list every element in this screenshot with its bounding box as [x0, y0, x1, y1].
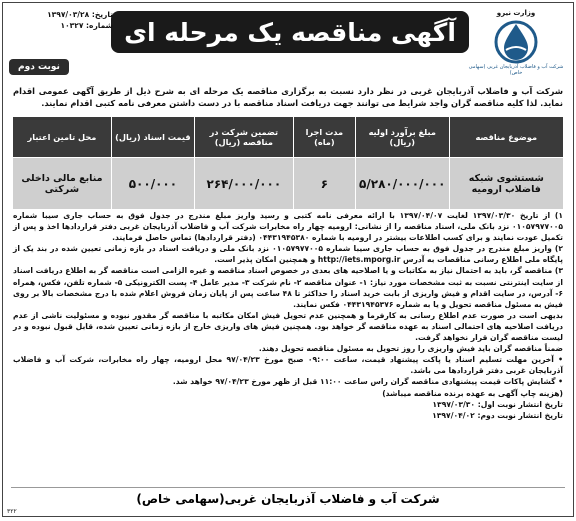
- table-cell-document-price: ۵۰۰/۰۰۰: [111, 158, 194, 210]
- publish-date-first: تاریخ انتشار نوبت اول: ۱۳۹۷/۰۳/۳۰: [432, 399, 563, 409]
- intro-paragraph: شرکت آب و فاضلاب آذربایجان غربی در نظر دارد نسبت به برگزاری مناقصه یک مرحله ای به شرح ذیل از طریق آگهی عمومی اقدام نماید. لذا کلیه مناقصه گران واجد شرایط می توانند جهت دریافت اسناد مناقصه با در دست داشتن معرفی نامه کتبی اقدام نمایند.: [13, 86, 563, 108]
- ministry-label: وزارت نیرو: [496, 9, 536, 17]
- body-paragraph: ۳) مناقصه گر، باید به احتمال نیاز به مکاتبات و یا اصلاحیه های بعدی در خصوص اسناد مناقصه و غیره الزامی است مناقصه گر به اطلاع دریافت اسناد از سایت اینترنتی نسبت به ثبت مشخصات مورد نیاز: ۱- عنوان مناقصه ۲- نام شرکت ۳- مدیر عامل ۴- پست الکترونیکی ۵- شماره تلفن، فکس، همراه ۶- آدرس، در سایت اقدام و فیش واریزی از بابت خرید اسناد را حداکثر تا ۴۸ ساعت پس از پایان زمان فروش اعلام شده با درج مشخصات بالا بر روی فیش به مسئول مناقصه تحویل و یا به شماره ۰۴۴۳۱۹۴۵۳۷۶ فکس نمایند.: [13, 266, 563, 309]
- table-cell-guarantee: ۲۶۴/۰۰۰/۰۰۰: [194, 158, 293, 210]
- table-cell-subject: شستشوی شبکه فاضلاب ارومیه: [449, 158, 563, 210]
- table-header-row: [13, 117, 564, 158]
- body-text-segment: و همچنین امکان پذیر است.: [214, 255, 316, 265]
- body-paragraph: بدیهی است در صورت عدم اطلاع رسانی به کارفرما و همچنین عدم تحویل فیش امکان مکاتبه با مناقصه گر مقدور نبوده و مسئولیت ناشی از عدم دریافت اصلاحیه های احتمالی اسناد به عهده مناقصه گر خواهد بود. همچنین فیش های واریزی خارج از بازه زمانی تعیین شده، قابل قبول نبوده و در لیست مناقصه گران قرار نخواهد گرفت.: [13, 310, 563, 343]
- table-header-cell: موضوع مناقصه: [449, 117, 563, 158]
- round-badge: نوبت دوم: [9, 59, 69, 75]
- notice-title-box: [111, 11, 469, 53]
- water-company-logo: [467, 9, 565, 83]
- table-header-cell: مدت اجرا (ماه): [293, 117, 355, 158]
- table-header-cell: مبلغ برآورد اولیه (ریال): [355, 117, 449, 158]
- page-code: ۳۲۲: [7, 508, 17, 515]
- table-cell-estimate: ۵/۲۸۰/۰۰۰/۰۰۰: [355, 158, 449, 210]
- tender-notice: [2, 2, 574, 517]
- iets-portal-link[interactable]: http://iets.mporg.ir: [317, 255, 401, 265]
- body-paragraph: • آخرین مهلت تسلیم اسناد یا پاکت پیشنهاد قیمت، ساعت ۰۹:۰۰ صبح مورخ ۹۷/۰۴/۲۳ محل ارومیه، چهار راه مخابرات، شرکت آب و فاضلاب آذربایجان غربی دفتر قراردادها می باشد.: [13, 355, 564, 376]
- notice-number: شماره: ۱۰۳۲۷: [60, 21, 113, 30]
- body-paragraph: ۱) از تاریخ ۱۳۹۷/۰۳/۳۰ لغایت ۱۳۹۷/۰۴/۰۷ با ارائه معرفی نامه کتبی و رسید واریز مبلغ مندرج در جدول فوق به حساب جاری سیبا شماره ۰۱۰۵۷۹۷۷۰۰۵ نزد بانک ملی، اسناد مناقصه را از نشانی: ارومیه چهار راه مخابرات شرکت آب و فاضلاب آذربایجان غربی دفتر قراردادها اخذ و پس از تکمیل عودت نمایند و برای کسب اطلاعات بیشتر در ارومیه با شماره ۰۴۴۳۱۹۴۵۳۸۰ (دفتر قراردادها) تماس حاصل فرمایند.: [13, 211, 563, 243]
- table-header-cell: قیمت اسناد (ریال): [111, 117, 194, 158]
- notice-header: [3, 3, 573, 83]
- tender-table: [12, 116, 564, 210]
- notice-meta: [9, 9, 113, 31]
- notice-body: [13, 210, 563, 421]
- body-paragraph: • گشایش پاکات قیمت پیشنهادی مناقصه گران راس ساعت ۱۱:۰۰ قبل از ظهر مورخ ۹۷/۰۴/۲۳ خواهد شد.: [172, 377, 563, 387]
- body-paragraph: ضمناً مناقصه گران باید فیش واریزی را روز تحویل به مسئول مناقصه تحویل دهند.: [258, 344, 563, 354]
- table-cell-funding: منابع مالی داخلی شرکتی: [13, 158, 112, 210]
- body-text-segment: ۲) واریز مبلغ مندرج در جدول فوق به حساب جاری سیبا شماره ۰۱۰۵۷۹۷۷۰۰۵ نزد بانک ملی و دریافت اسناد در بازه زمانی تعیین شده در بند یک از پایگاه ملی اطلاع رسانی مناقصات به آدرس: [13, 244, 563, 265]
- footer-company-name: شرکت آب و فاضلاب آذربایجان غربی(سهامی خاص): [11, 487, 565, 510]
- water-drop-icon: [492, 18, 540, 64]
- publish-date-second: تاریخ انتشار نوبت دوم: ۱۳۹۷/۰۴/۰۲: [432, 410, 563, 420]
- table-header-cell: تضمین شرکت در مناقصه (ریال): [194, 117, 293, 158]
- table-header-cell: محل تامین اعتبار: [13, 117, 112, 158]
- logo-company-name: شرکت آب و فاضلاب آذربایجان غربی (سهامی خاص): [468, 64, 564, 76]
- body-paragraph: [13, 243, 563, 265]
- notice-date: تاریخ: ۱۳۹۷/۰۳/۲۸: [47, 10, 113, 19]
- notice-title: آگهی مناقصه یک مرحله ای: [124, 17, 456, 47]
- body-paragraph: (هزینه چاپ آگهی به عهده برنده مناقصه میباشد): [382, 388, 563, 398]
- table-row: [13, 158, 564, 210]
- table-cell-duration: ۶: [293, 158, 355, 210]
